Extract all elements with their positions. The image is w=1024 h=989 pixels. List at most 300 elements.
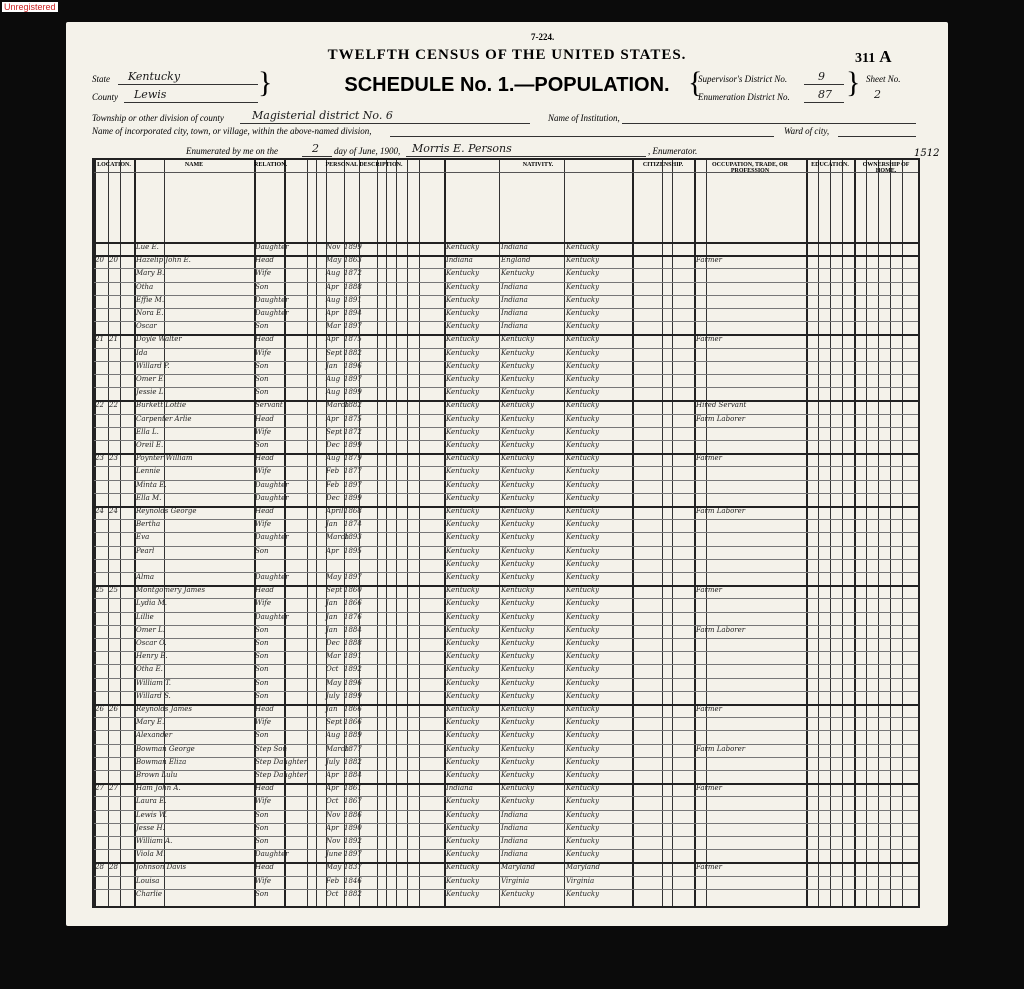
table-row [94, 387, 918, 399]
cell-name: William A. [136, 837, 173, 845]
cell-mpob: Kentucky [566, 256, 600, 265]
cell-mpob: Kentucky [566, 665, 600, 674]
cell-pob: Kentucky [446, 441, 480, 449]
cell-name: Reynolds James [136, 705, 192, 713]
cell-name: Nora E. [136, 309, 164, 317]
cell-rel: Servant [255, 401, 283, 410]
cell-yr: 1888 [344, 639, 362, 647]
cell-mon: July [326, 757, 340, 766]
cell-yr: 1872 [344, 427, 362, 436]
table-row [94, 849, 918, 861]
cell-yr: 1893 [344, 533, 362, 542]
cell-fpob: Kentucky [501, 784, 535, 793]
cell-name: Montgomery James [136, 586, 206, 595]
sheet-code-number: 311 [855, 51, 876, 66]
cell-yr: 1866 [344, 705, 362, 713]
cell-pob: Kentucky [446, 863, 480, 872]
cell-yr: 1866 [344, 599, 362, 608]
cell-rel: Head [255, 705, 274, 713]
cell-pob: Kentucky [446, 665, 480, 674]
cell-fam: 20 [109, 256, 118, 265]
cell-name: Lewis W. [136, 810, 168, 819]
cell-mon: May [326, 573, 342, 581]
table-row [94, 889, 918, 901]
table-row [94, 691, 918, 703]
cell-pob: Kentucky [446, 520, 480, 529]
cell-rel: Son [255, 639, 269, 647]
cell-fpob: Kentucky [501, 507, 535, 515]
cell-name: Pearl [136, 546, 155, 555]
cell-yr: 1876 [344, 612, 362, 621]
cell-mon: Apr [326, 823, 339, 832]
cell-pob: Kentucky [446, 467, 480, 476]
cell-name: Ella M. [136, 493, 162, 502]
cell-mon: Nov [326, 243, 341, 251]
cell-mpob: Kentucky [566, 533, 600, 542]
cell-rel: Head [255, 256, 274, 265]
cell-dw: 23 [95, 454, 104, 463]
table-row [94, 704, 918, 716]
section-header: NAME [184, 162, 204, 168]
cell-mpob: Kentucky [566, 309, 600, 317]
cell-pob: Kentucky [446, 546, 480, 555]
cell-name: Otha [136, 282, 154, 291]
cell-fpob: Kentucky [501, 427, 535, 436]
cell-yr: 1860 [344, 586, 362, 595]
cell-fpob: Kentucky [501, 520, 535, 529]
cell-mon: Apr [326, 282, 339, 291]
cell-yr: 1884 [344, 625, 362, 634]
cell-mpob: Kentucky [566, 507, 600, 515]
cell-fpob: Kentucky [501, 493, 535, 502]
table-row [94, 440, 918, 452]
table-row [94, 400, 918, 412]
cell-fpob: Kentucky [501, 335, 535, 344]
cell-yr: 1882 [344, 348, 362, 357]
cell-occ: Farmer [696, 454, 723, 463]
cell-rel: Step Daughter [255, 757, 308, 766]
enumerated-prefix: Enumerated by me on the [186, 146, 278, 156]
cell-name: Willard P. [136, 361, 170, 370]
cell-fpob: Kentucky [501, 731, 535, 740]
census-sheet: 7-224. TWELFTH CENSUS OF THE UNITED STATES. 311 A SCHEDULE No. 1.—POPULATION. State Kentucky County Lewis } { Supervisor's District No. 9 Enumeration District No. 87 } Sheet No. 2 Township or other division of county Magisterial district No. 6 Name of Institution, Name of incorporated city, town, or village, within the above-named division, Ward of city, Enumerated by me on the 2 day of June, 1900, Morris E. Persons , Enumerator. 1512 LOCATION. NAME RELATION. PERSONAL DESCRIPTION. NATIVITY. CITIZENSHIP. OCCUPATION, TRADE, OR PROFESSION EDUCATION. OWNERSHIP OF HOME. Lue E. Daughter Nov 1899 Kentucky Indiana Kentucky 20 20 Hazelip John E. Head May 1863 Indiana England Kentucky Farmer Mary B. Wife Aug 1872 Kentucky Kentucky Kentucky Otha Son Apr 1888 Kentucky Indiana Kentucky Effie M. Daughter Aug 1891 Kentucky Indiana Kentucky Nora E. Daughter Apr 1894 Kentucky Indiana Kentucky Oscar Son Mar 1897 Kentucky Indiana Kentucky 21 21 Doyle Walter Head Apr 1875 Kentucky Kentucky Kentucky Farmer Ida Wife Sept 1882 Kentucky Kentucky Kentucky Willard P. Son Jan 1896 Kentucky Kentucky Kentucky Omer E. Son Aug 1897 Kentucky Kentucky Kentucky Jessie L. Son Aug 1899 Kentucky Kentucky Kentucky 22 22 Burkett Lottie Servant March 1882 Kentucky Kentucky Kentucky Hired Servant Carpenter Arlie Head Apr 1875 Kentucky Kentucky Kentucky Farm Laborer Ella L. Wife Sept 1872 Kentucky Kentucky Kentucky Oreil E. Son Dec 1899 Kentucky Kentucky Kentucky 23 23 Poynter William Head Aug 1879 Kentucky Kentucky Kentucky Farmer Lennie Wife Feb 1877 Kentucky Kentucky Kentucky Minta E. Daughter Feb 1897 Kentucky Kentucky Kentucky Ella M. Daughter Dec 1899 Kentucky Kentucky Kentucky 24 24 Reynolds George Head April 1868 Kentucky Kentucky Kentucky Farm Laborer Bertha Wife Jan 1874 Kentucky Kentucky Kentucky Eva Daughter March 1893 Kentucky Kentucky Kentucky Pearl Son Apr 1895 Kentucky Kentucky Kentucky Kentucky Kentucky Kentucky Alma Daughter May 1897 Kentucky Kentucky Kentucky 25 25 Montgomery James Head Sept 1860 Kentucky Kentucky Kentucky Farmer Lydia M. Wife Jan 1866 Kentucky Kentucky Kentucky Lillie Daughter Jan 1876 Kentucky Kentucky Kentucky Omer L. Son Jan 1884 Kentucky Kentucky Kentucky Farm Laborer Oscar O. Son Dec 1888 Kentucky Kentucky Kentucky Henry E. Son Mar 1891 Kentucky Kentucky Kentucky Otha E. Son Oct 1892 Kentucky Kentucky Kentucky William T. Son May 1896 Kentucky Kentucky Kentucky Willard S. Son July 1899 Kentucky Kentucky Kentucky 26 26 Reynolds James Head Jan 1866 Kentucky Kentucky Kentucky Farmer Mary E. Wife Sept 1866 Kentucky Kentucky Kentucky Alexander Son Aug 1889 Kentucky Kentucky Kentucky Bowman George Step Son March 1877 Kentucky Kentucky Kentucky Farm Laborer Bowman Eliza Step Daughter July 1882 Kentucky Kentucky Kentucky Brown Lulu Step Daughter Apr 1884 Kentucky Kentucky Kentucky 27 27 Ham John A. Head Apr 1861 Indiana Kentucky Kentucky Farmer Laura E. Wife Oct 1867 Kentucky Kentucky Kentucky Lewis W. Son Nov 1886 Kentucky Indiana Kentucky Jesse H. Son Apr 1890 Kentucky Indiana Kentucky William A. Son Nov 1892 Kentucky Indiana Kentucky Viola M. Daughter June 1897 Kentucky Indiana Kentucky 28 28 Johnson Davis Head May 1837 Kentucky Maryland Maryland Farmer Louisa Wife Feb 1846 Kentucky Virginia Virginia Charlie Son Oct 1882 Kentucky Kentucky Kentucky [66, 22, 948, 926]
table-row [94, 585, 918, 597]
cell-pob: Kentucky [446, 414, 480, 423]
cell-dw: 22 [95, 401, 104, 410]
cell-pob: Kentucky [446, 480, 480, 489]
cell-mon: Aug [326, 731, 341, 740]
table-row [94, 836, 918, 848]
cell-mpob: Kentucky [566, 691, 600, 700]
cell-fpob: Kentucky [501, 401, 535, 410]
cell-fpob: Kentucky [501, 612, 535, 621]
cell-pob: Kentucky [446, 876, 480, 885]
cell-mon: Aug [326, 295, 341, 304]
cell-mon: Apr [326, 309, 339, 317]
cell-rel: Wife [255, 876, 272, 885]
township-label: Township or other division of county [92, 113, 224, 123]
cell-mpob: Kentucky [566, 243, 600, 251]
cell-pob: Kentucky [446, 586, 480, 595]
cell-pob: Indiana [446, 256, 473, 265]
cell-yr: 1896 [344, 361, 362, 370]
cell-mon: Oct [326, 889, 339, 898]
cell-mon: Apr [326, 771, 339, 779]
cell-rel: Daughter [255, 533, 289, 542]
cell-rel: Wife [255, 348, 272, 357]
cell-yr: 1890 [344, 823, 362, 832]
cell-occ: Farm Laborer [696, 744, 746, 753]
cell-fam: 24 [109, 507, 118, 515]
cell-name: Ella L. [136, 427, 159, 436]
table-row [94, 770, 918, 782]
cell-pob: Kentucky [446, 269, 480, 278]
township-value: Magisterial district No. 6 [252, 109, 393, 122]
cell-name: Charlie [136, 889, 163, 898]
cell-fpob: Kentucky [501, 665, 535, 674]
cell-mon: Aug [326, 375, 341, 383]
cell-fpob: Kentucky [501, 771, 535, 779]
cell-name: Otha E. [136, 665, 163, 674]
cell-yr: 1882 [344, 757, 362, 766]
cell-yr: 1899 [344, 243, 362, 251]
cell-mpob: Kentucky [566, 850, 600, 859]
cell-mon: March [326, 744, 350, 753]
cell-mpob: Maryland [566, 863, 601, 872]
cell-fpob: Kentucky [501, 744, 535, 753]
table-row [94, 414, 918, 426]
table-row [94, 506, 918, 518]
cell-yr: 1875 [344, 414, 362, 423]
cell-rel: Head [255, 414, 274, 423]
cell-mon: May [326, 678, 342, 687]
cell-rel: Son [255, 889, 269, 898]
cell-mpob: Kentucky [566, 269, 600, 278]
cell-rel: Daughter [255, 573, 289, 581]
section-header: RELATION. [254, 162, 288, 168]
table-row [94, 638, 918, 650]
cell-fpob: Indiana [501, 322, 528, 331]
cell-yr: 1897 [344, 375, 362, 383]
state-value: Kentucky [128, 70, 181, 83]
cell-fpob: Indiana [501, 837, 528, 845]
cell-rel: Wife [255, 427, 272, 436]
cell-name: Ham John A. [136, 784, 181, 793]
cell-fpob: Indiana [501, 850, 528, 859]
sheet-no-label: Sheet No. [866, 74, 901, 84]
cell-fpob: Kentucky [501, 546, 535, 555]
cell-mpob: Kentucky [566, 454, 600, 463]
sheet-code-letter: A [879, 47, 892, 66]
cell-occ: Farmer [696, 705, 723, 713]
schedule-title: SCHEDULE No. 1.—POPULATION. [344, 74, 670, 96]
cell-pob: Kentucky [446, 612, 480, 621]
cell-pob: Kentucky [446, 731, 480, 740]
cell-name: Doyle Walter [136, 335, 182, 344]
cell-fpob: Kentucky [501, 348, 535, 357]
table-row [94, 427, 918, 439]
cell-mon: March [326, 533, 350, 542]
cell-fam: 25 [109, 586, 118, 595]
cell-rel: Head [255, 784, 274, 793]
cell-pob: Kentucky [446, 309, 480, 317]
cell-pob: Kentucky [446, 639, 480, 647]
table-row [94, 598, 918, 610]
cell-mpob: Virginia [566, 876, 595, 885]
cell-mon: Jan [326, 599, 338, 608]
cell-name: Alma [136, 573, 155, 581]
cell-mpob: Kentucky [566, 414, 600, 423]
cell-yr: 1899 [344, 691, 362, 700]
cell-rel: Wife [255, 467, 272, 476]
cell-rel: Head [255, 335, 274, 344]
cell-mon: Nov [326, 810, 341, 819]
cell-mpob: Kentucky [566, 388, 600, 397]
cell-rel: Daughter [255, 309, 289, 317]
cell-mpob: Kentucky [566, 573, 600, 581]
cell-mpob: Kentucky [566, 889, 600, 898]
table-row [94, 612, 918, 624]
cell-name: Bertha [136, 520, 161, 529]
cell-fam: 23 [109, 454, 118, 463]
cell-mon: Apr [326, 784, 339, 793]
cell-rel: Son [255, 810, 269, 819]
cell-fpob: Kentucky [501, 652, 535, 661]
cell-pob: Kentucky [446, 361, 480, 370]
cell-pob: Kentucky [446, 718, 480, 727]
cell-yr: 1889 [344, 731, 362, 740]
cell-mon: Apr [326, 414, 339, 423]
cell-yr: 1899 [344, 388, 362, 397]
cell-rel: Son [255, 625, 269, 634]
cell-fpob: Kentucky [501, 480, 535, 489]
cell-pob: Kentucky [446, 507, 480, 515]
cell-mon: Sept [326, 348, 343, 357]
cell-fpob: Kentucky [501, 388, 535, 397]
cell-mon: Feb [326, 876, 340, 885]
cell-fpob: Kentucky [501, 375, 535, 383]
cell-occ: Farm Laborer [696, 625, 746, 634]
cell-yr: 1882 [344, 401, 362, 410]
county-label: County [92, 92, 118, 102]
table-row [94, 295, 918, 307]
cell-name: Mary E. [136, 718, 165, 727]
cell-pob: Kentucky [446, 573, 480, 581]
cell-mon: Oct [326, 797, 339, 806]
cell-fam: 21 [109, 335, 118, 344]
cell-fpob: England [501, 256, 531, 265]
table-row [94, 823, 918, 835]
cell-dw: 27 [95, 784, 104, 793]
cell-mon: Sept [326, 718, 343, 727]
enumerated-mid: day of June, 1900, [334, 146, 401, 156]
section-header: NATIVITY. [522, 162, 554, 168]
cell-rel: Son [255, 361, 269, 370]
cell-mon: April [326, 507, 344, 515]
cell-rel: Wife [255, 520, 272, 529]
table-row [94, 678, 918, 690]
cell-fpob: Kentucky [501, 269, 535, 278]
cell-yr: 1899 [344, 493, 362, 502]
cell-dw: 28 [95, 863, 104, 872]
table-row [94, 493, 918, 505]
cell-fpob: Indiana [501, 309, 528, 317]
cell-name: Jessie L. [136, 388, 166, 397]
cell-fam: 26 [109, 705, 118, 713]
cell-name: Lennie [136, 467, 161, 476]
section-header: CITIZENSHIP. [642, 162, 684, 168]
cell-name: Brown Lulu [136, 771, 178, 779]
cell-mpob: Kentucky [566, 295, 600, 304]
section-header: OCCUPATION, TRADE, OR PROFESSION [711, 162, 788, 174]
section-header: EDUCATION. [811, 162, 849, 168]
sheet-code [855, 47, 892, 67]
cell-fpob: Kentucky [501, 691, 535, 700]
cell-mpob: Kentucky [566, 401, 600, 410]
cell-name: Alexander [136, 731, 173, 740]
cell-fpob: Kentucky [501, 797, 535, 806]
table-row [94, 334, 918, 346]
cell-yr: 1882 [344, 889, 362, 898]
cell-yr: 1861 [344, 784, 362, 793]
cell-mpob: Kentucky [566, 480, 600, 489]
cell-rel: Head [255, 454, 274, 463]
cell-mpob: Kentucky [566, 441, 600, 449]
cell-pob: Kentucky [446, 388, 480, 397]
cell-mpob: Kentucky [566, 652, 600, 661]
cell-rel: Daughter [255, 850, 289, 859]
cell-rel: Son [255, 691, 269, 700]
cell-rel: Wife [255, 718, 272, 727]
cell-rel: Son [255, 322, 269, 331]
cell-name: Reynolds George [136, 507, 197, 515]
cell-mpob: Kentucky [566, 348, 600, 357]
cell-fpob: Kentucky [501, 678, 535, 687]
cell-name: Laura E. [136, 797, 167, 806]
cell-pob: Kentucky [446, 837, 480, 845]
cell-yr: 1837 [344, 863, 362, 872]
cell-pob: Kentucky [446, 427, 480, 436]
cell-rel: Son [255, 652, 269, 661]
population-table [92, 158, 920, 908]
cell-pob: Kentucky [446, 823, 480, 832]
cell-mon: Dec [326, 493, 340, 502]
cell-mpob: Kentucky [566, 705, 600, 713]
cell-fpob: Kentucky [501, 467, 535, 476]
table-row [94, 242, 918, 254]
cell-pob: Kentucky [446, 810, 480, 819]
cell-mon: Dec [326, 441, 340, 449]
cell-pob: Kentucky [446, 375, 480, 383]
cell-occ: Farmer [696, 335, 723, 344]
cell-yr: 1846 [344, 876, 362, 885]
cell-rel: Daughter [255, 612, 289, 621]
cell-mpob: Kentucky [566, 837, 600, 845]
cell-name: Lydia M. [136, 599, 167, 608]
cell-mon: Mar [326, 322, 341, 331]
sheet-no-value: 2 [874, 88, 881, 101]
cell-pob: Kentucky [446, 533, 480, 542]
cell-yr: 1895 [344, 546, 362, 555]
enumerated-day: 2 [312, 142, 319, 155]
enumeration-label: Enumeration District No. [698, 92, 790, 102]
county-value: Lewis [134, 88, 167, 101]
cell-name: Viola M. [136, 850, 166, 859]
cell-occ: Farmer [696, 784, 723, 793]
cell-name: Eva [136, 533, 150, 542]
cell-pob: Kentucky [446, 797, 480, 806]
enumerator-name: Morris E. Persons [412, 142, 512, 155]
cell-mon: Aug [326, 454, 341, 463]
cell-fpob: Kentucky [501, 533, 535, 542]
cell-fpob: Maryland [501, 863, 536, 872]
cell-mon: Sept [326, 427, 343, 436]
table-row [94, 348, 918, 360]
cell-pob: Kentucky [446, 559, 480, 568]
cell-yr: 1875 [344, 335, 362, 344]
table-row [94, 810, 918, 822]
cell-yr: 1897 [344, 322, 362, 331]
cell-mpob: Kentucky [566, 784, 600, 793]
cell-fpob: Virginia [501, 876, 530, 885]
cell-name: Effie M. [136, 295, 165, 304]
table-row [94, 783, 918, 795]
cell-fpob: Kentucky [501, 441, 535, 449]
cell-pob: Kentucky [446, 243, 480, 251]
table-row [94, 876, 918, 888]
cell-fpob: Indiana [501, 282, 528, 291]
table-row [94, 862, 918, 874]
cell-name: Johnson Davis [136, 863, 187, 872]
cell-rel: Son [255, 678, 269, 687]
cell-yr: 1874 [344, 520, 362, 529]
table-row [94, 744, 918, 756]
cell-fam: 28 [109, 863, 118, 872]
cell-mon: March [326, 401, 350, 410]
cell-pob: Kentucky [446, 401, 480, 410]
cell-pob: Indiana [446, 784, 473, 793]
cell-name: Minta E. [136, 480, 167, 489]
table-row [94, 651, 918, 663]
state-label: State [92, 74, 110, 84]
cell-mon: Aug [326, 269, 341, 278]
cell-yr: 1879 [344, 454, 362, 463]
cell-rel: Son [255, 665, 269, 674]
table-row [94, 757, 918, 769]
cell-rel: Step Son [255, 744, 287, 753]
cell-rel: Son [255, 546, 269, 555]
cell-yr: 1863 [344, 256, 362, 265]
cell-name: Bowman Eliza [136, 757, 187, 766]
cell-pob: Kentucky [446, 348, 480, 357]
cell-pob: Kentucky [446, 625, 480, 634]
table-row [94, 717, 918, 729]
cell-pob: Kentucky [446, 850, 480, 859]
cell-mon: Jan [326, 705, 338, 713]
cell-mpob: Kentucky [566, 757, 600, 766]
cell-rel: Son [255, 441, 269, 449]
cell-occ: Farm Laborer [696, 414, 746, 423]
cell-pob: Kentucky [446, 322, 480, 331]
table-row [94, 572, 918, 584]
cell-yr: 1897 [344, 480, 362, 489]
cell-mpob: Kentucky [566, 771, 600, 779]
cell-dw: 24 [95, 507, 104, 515]
cell-yr: 1868 [344, 507, 362, 515]
cell-yr: 1896 [344, 678, 362, 687]
cell-pob: Kentucky [446, 282, 480, 291]
cell-pob: Kentucky [446, 771, 480, 779]
